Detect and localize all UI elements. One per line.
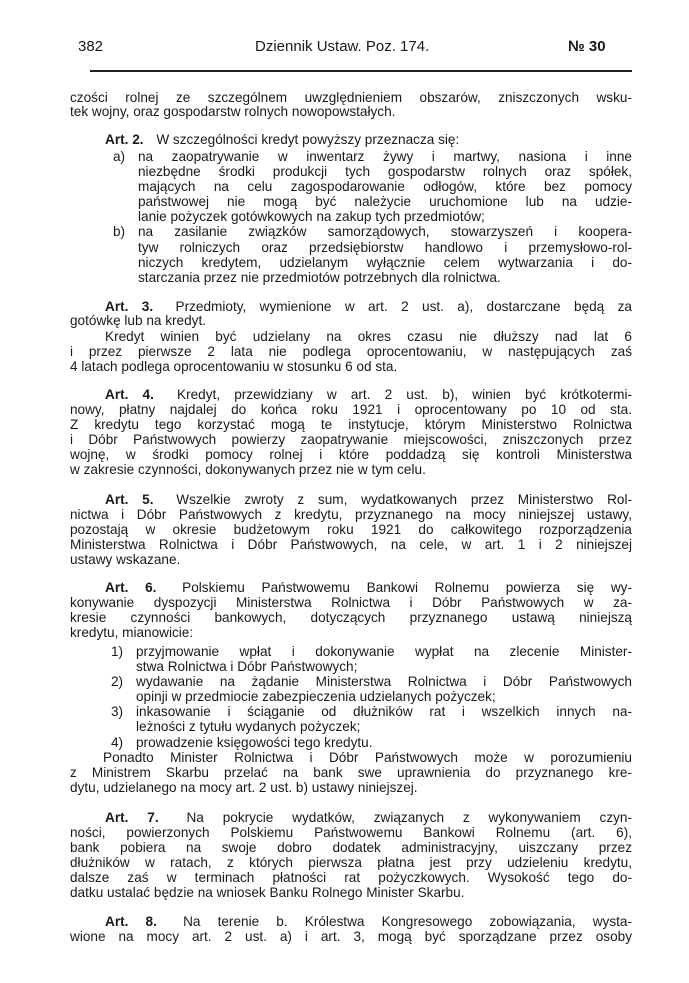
line-text: bank pobiera na swoje dobro dodatek administracyjny, uiszczany przez [70,840,632,855]
text-line [138,255,632,271]
text-line [138,164,632,180]
article-label: Art. 8. [105,914,157,929]
line-text: i przez pierwsze 2 lata nie podlega oprocentowaniu, w następujących zaś [70,344,632,359]
line-text: Przedmioty, wymienione w art. 2 ust. a), dostarczane będą za [175,299,632,314]
text-line [70,462,426,478]
line-text: z Ministrem Skarbu przelać na bank swe uprawnienia do przyznanego kre- [70,765,632,780]
text-line [70,402,632,418]
text-line [70,359,397,375]
line-text: ustawy wskazane. [70,552,181,567]
line-text: Wszelkie zwroty z sum, wydatkowanych przez Ministerstwo Rol- [176,492,633,507]
line-text: Z kredytu tego korzystać mogą te instytucje, którym Ministerstwo Rolnictwa [70,417,632,432]
article-heading-line [105,132,459,148]
text-line [138,194,632,210]
line-text: przyjmowanie wpłat i dokonywanie wypłat na zlecenie Minister- [136,644,632,659]
line-text: nictwa i Dóbr Państwowych z kredytu, przyznanego na mocy niniejszej ustawy, [70,507,632,522]
line-text: prowadzenie księgowości tego kredytu. [136,735,373,750]
article-label: Art. 4. [105,387,154,402]
text-line [70,610,632,626]
text-line [70,825,632,841]
line-text: na zaopatrywanie w inwentarz żywy i martwy, nasiona i inne [138,149,632,164]
text-line [136,674,632,690]
article-label: Art. 2. [105,132,144,147]
article-heading-line [105,387,632,403]
line-text: gotówkę lub na kredyt. [70,313,207,328]
text-line [70,765,632,781]
line-text: kresie czynności bankowych, dotyczących przyznanego ustawą niniejszą [70,610,632,625]
line-text: datku ustalać będzie na wniosek Banku Rolnego Minister Skarbu. [70,885,465,900]
text-line [138,179,632,195]
text-line [138,270,501,286]
line-text: w zakresie czynności, dokonywanych przez nie w tym celu. [70,462,426,477]
line-text: 4 latach podlega oprocentowaniu w stosunku 6 od sta. [70,359,398,374]
line-text: Na pokrycie wydatków, związanych z wykonywaniem czyn- [186,810,633,825]
line-text: nowy, płatny najdalej do końca roku 1921 i oprocentowany po 10 od sta. [70,402,632,417]
line-text: na zasilanie związków samorządowych, stowarzyszeń i koopera- [138,224,632,239]
line-text: wydawanie na żądanie Ministerstwa Rolnictwa i Dóbr Państwowych [136,674,632,689]
text-line [138,224,632,240]
text-line [70,929,632,945]
text-line [136,689,496,705]
line-text: leżności z tytułu wydanych pożyczek; [136,719,361,734]
page-number: 382 [78,38,104,55]
line-text: państwowej nie mogą być należycie uruchomione lub na udzie- [138,194,632,209]
text-line [70,507,632,523]
line-text: opinji w przedmiocie zabezpieczenia udzielanych pożyczek; [136,689,496,704]
text-line [70,522,632,538]
line-text: Ponadto Minister Rolnictwa i Dóbr Państwowych może w porozumieniu [103,750,632,765]
line-text: konywanie dyspozycji Ministerstwa Rolnictwa i Dóbr Państwowych w za- [70,595,632,610]
list-marker: 2) [111,674,124,689]
line-text: Na terenie b. Królestwa Kongresowego zobowiązania, wysta- [183,914,633,929]
article-label: Art. 7. [105,810,159,825]
line-text: ności, powierzonych Polskiemu Państwowemu Bankowi Rolnemu (art. 6), [70,825,632,840]
text-line [70,595,632,611]
line-text: niczych kredytem, udzielanym wyłącznie celem wytwarzania i do- [138,255,632,270]
text-line [103,750,632,766]
line-text: dalsze zaś w terminach płatności rat pożyczkowych. Wysokość tego do- [70,870,632,885]
article-label: Art. 6. [105,580,157,595]
text-line [70,885,464,901]
article-heading-line [105,810,632,826]
line-text: wojnę, w środki pomocy rolnej i które poddadzą się kontroli Ministerstwa [70,447,632,462]
text-line [105,329,632,345]
line-text: Ministerstwa Rolnictwa i Dóbr Państwowych, na cele, w art. 1 i 2 niniejszej [70,537,632,552]
text-line [136,644,632,660]
line-text: i Dóbr Państwowych powierzy zaopatrywanie miejscowości, zniszczonych przez [70,432,632,447]
line-text: Kredyt winien być udzielany na okres czasu nie dłuższy nad lat 6 [105,329,632,344]
line-text: niezbędne środki produkcji tych gospodarstw rolnych oraz spółek, [138,164,632,179]
text-line [70,537,632,553]
line-text: inkasowanie i ściąganie od dłużników rat i wszelkich innych na- [136,704,632,719]
text-line [138,149,632,165]
text-line [70,870,632,886]
line-text: czości rolnej ze szczególnem uwzględnieniem obszarów, zniszczonych wsku- [70,90,632,105]
text-line [70,840,632,856]
article-heading-line [105,580,632,596]
line-text: wione na mocy art. 2 ust. a) i art. 3, mogą być sporządzane przez osoby [70,929,632,944]
line-text: pozostają w okresie budżetowym roku 1921 do całkowitego rozporządzenia [70,522,632,537]
line-text: dytu, udzielanego na mocy art. 2 ust. b) ustawy niniejszej. [70,780,418,795]
list-marker: 4) [111,735,124,750]
list-marker: 3) [111,704,124,719]
article-label: Art. 3. [105,299,154,314]
text-line [70,855,632,871]
line-text: lanie pożyczek gotówkowych na zakup tych przedmiotów; [138,209,485,224]
text-line [136,735,373,751]
header-rule [90,70,632,72]
line-text: Kredyt, przewidziany w art. 2 ust. b), winien być krótkotermi- [177,387,632,402]
line-text: Polskiemu Państwowemu Bankowi Rolnemu powierza się wy- [182,580,633,595]
text-line [70,552,180,568]
line-text: mających na celu zagospodarowanie odłogów, które bez pomocy [138,179,632,194]
text-line [70,432,632,448]
line-text: tek wojny, oraz gospodarstw rolnych nowopowstałych. [70,104,396,119]
line-text: stwa Rolnictwa i Dóbr Państwowych; [136,659,358,674]
text-line [136,719,360,735]
line-text: kredytu, mianowicie: [70,625,194,640]
text-line [70,313,206,329]
list-marker: a) [113,149,126,164]
line-text: tyw rolniczych oraz przedsiębiorstw handlowo i przemysłowo-rol- [138,240,632,255]
text-line [136,659,357,675]
article-heading-line [105,492,632,508]
issue-number: № 30 [568,38,606,55]
line-text: W szczególności kredyt powyższy przeznacza się: [156,132,460,147]
text-line [70,625,193,641]
text-line [70,104,395,120]
article-heading-line [105,914,632,930]
text-line [70,417,632,433]
running-title: Dziennik Ustaw. Poz. 174. [255,38,430,55]
article-label: Art. 5. [105,492,154,507]
list-marker: b) [113,224,126,239]
text-line [70,780,418,796]
text-line [136,704,632,720]
text-line [138,240,632,256]
text-line [70,447,632,463]
text-line [138,209,485,225]
text-line [70,344,632,360]
line-text: starczania przez nie przedmiotów potrzebnych dla rolnictwa. [138,270,501,285]
line-text: dłużników w ratach, z których pierwsza płatna jest przy udzieleniu kredytu, [70,855,632,870]
list-marker: 1) [111,644,124,659]
